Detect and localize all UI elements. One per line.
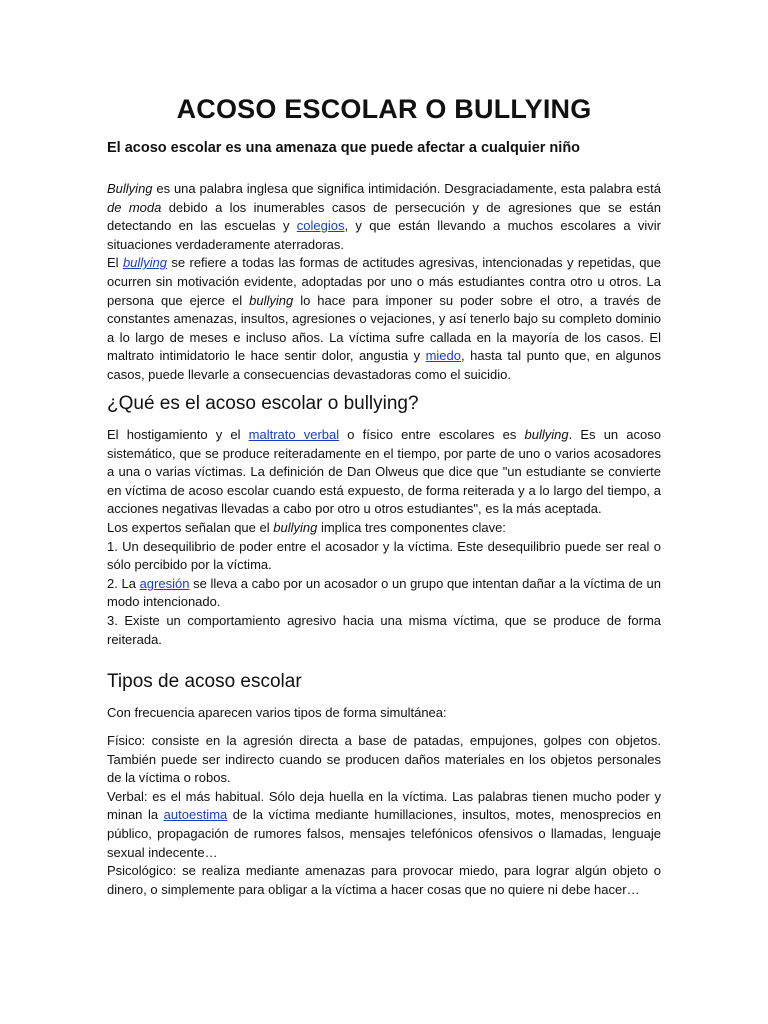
intro-paragraph-1 [107, 180, 661, 254]
italic-term: bullying [524, 427, 569, 442]
text-run: . Es un acoso sistemático, que se produce reiteradamente en el tiempo, por parte de uno o varios acosadores a una o varias víctimas. La definición de Dan Olweus que dice que "un estudiante se convierte en víctima de acoso escolar cuando está expuesto, de forma reiterada y a lo largo del tiempo, a acciones negativas llevadas a cabo por otro u otros estudiantes", es la más aceptada. [107, 427, 661, 517]
italic-term: bullying [273, 519, 318, 535]
text-run: Los expertos señalan que el [107, 519, 274, 535]
page-title: ACOSO ESCOLAR O BULLYING [176, 94, 592, 124]
text-run: de la víctima mediante humillaciones, insultos, motes, menosprecios en público, propagación de rumores falsos, mensajes telefónicos ofensivos o llamadas, lenguaje sexual indecente… [107, 807, 661, 860]
tipo-verbal [107, 788, 661, 862]
italic-term: bullying [249, 292, 294, 308]
text-run: El hostigamiento y el [107, 427, 249, 442]
component-item-3: 3. Existe un comportamiento agresivo hacia una misma víctima, que se produce de forma reiterada. [107, 612, 661, 647]
page-subtitle: El acoso escolar es una amenaza que puede afectar a cualquier niño [107, 140, 581, 156]
component-item-2 [107, 575, 661, 612]
definition-paragraph [107, 426, 661, 519]
section-heading-tipos: Tipos de acoso escolar [107, 671, 302, 692]
text-run: es una palabra inglesa que significa intimidación. Desgraciadamente, esta palabra está [152, 181, 661, 196]
text-run: implica tres componentes clave: [317, 519, 506, 535]
link-text: bullying [122, 255, 168, 271]
intro-paragraph-2 [107, 254, 661, 384]
text-run: lo hace para imponer su poder sobre el otro, a través de constantes amenazas, insultos, agresiones o vejaciones, y así tenerlo bajo su completo dominio a lo largo de meses e incluso años. La víctima sufre callada en la mayoría de los casos. El maltrato intimidatorio le hace sentir dolor, angustia y [107, 292, 661, 364]
link-maltrato-verbal[interactable]: maltrato verbal [248, 427, 340, 442]
section-heading-que-es: ¿Qué es el acoso escolar o bullying? [107, 393, 419, 414]
intro-section [107, 180, 661, 385]
tipo-psicologico: Psicológico: se realiza mediante amenazas para provocar miedo, para lograr algún objeto o dinero, o simplemente para obligar a la víctima a hacer cosas que no quiere ni debe hacer… [107, 863, 661, 897]
section-que-es-body [107, 426, 661, 649]
section-tipos-intro [107, 704, 661, 723]
tipo-fisico: Físico: consiste en la agresión directa a base de patadas, empujones, golpes con objetos. También puede ser indirecto cuando se producen daños materiales en los objetos personales de la víctima o robos. [107, 733, 661, 786]
text-run: debido a los inumerables casos de persecución y de agresiones que se están detectando en las escuelas y [107, 199, 662, 234]
text-run: se refiere a todas las formas de actitudes agresivas, intencionadas y repetidas, que ocurren sin motivación evidente, adoptadas por uno o más estudiantes contra otro u otros. La persona que ejerce el [107, 255, 662, 308]
text-run: se lleva a cabo por un acosador o un grupo que intentan dañar a la víctima de un modo intencionado. [107, 575, 661, 610]
text-run: , hasta tal punto que, en algunos casos, puede llevarle a consecuencias devastadoras como el suicidio. [107, 348, 661, 382]
text-run: Verbal: es el más habitual. Sólo deja huella en la víctima. Las palabras tienen mucho poder y minan la [107, 788, 661, 823]
link-agresion[interactable]: agresión [139, 575, 190, 591]
link-autoestima[interactable]: autoestima [163, 807, 228, 823]
tipos-intro-text: Con frecuencia aparecen varios tipos de forma simultánea: [107, 705, 447, 720]
text-run: 2. La [107, 575, 140, 591]
section-tipos-body [107, 732, 661, 899]
link-miedo[interactable]: miedo [425, 348, 462, 364]
components-intro [107, 519, 661, 538]
component-item-1: 1. Un desequilibrio de poder entre el acosador y la víctima. Este desequilibrio puede ser real o sólo percibido por la víctima. [107, 538, 661, 573]
italic-term: de moda [107, 199, 162, 215]
text-run: , y que están llevando a muchos escolares a vivir situaciones verdaderamente aterradoras. [107, 218, 661, 252]
text-run: o físico entre escolares es [339, 427, 525, 442]
link-bullying[interactable] [123, 255, 167, 270]
text-run: El [107, 255, 123, 271]
link-colegios[interactable]: colegios [296, 218, 345, 234]
italic-term: Bullying [107, 181, 153, 196]
